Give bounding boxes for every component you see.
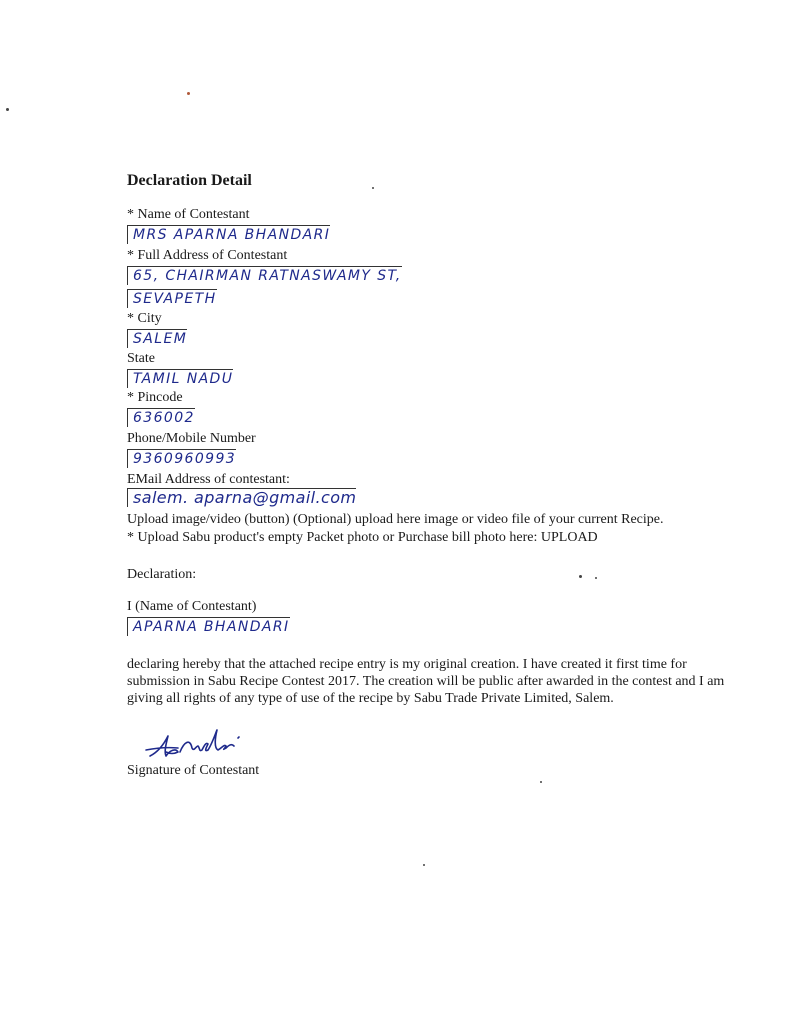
address-label: * Full Address of Contestant bbox=[127, 248, 288, 263]
scan-speck bbox=[579, 575, 582, 578]
scan-speck bbox=[6, 108, 9, 111]
scan-speck bbox=[187, 92, 190, 95]
pincode-label: * Pincode bbox=[127, 390, 183, 405]
phone-label: Phone/Mobile Number bbox=[127, 431, 256, 446]
signature-label: Signature of Contestant bbox=[127, 763, 260, 778]
scan-speck bbox=[595, 577, 597, 579]
name-field[interactable]: MRS APARNA BHANDARI bbox=[127, 225, 330, 244]
address-line1-field[interactable]: 65, CHAIRMAN RATNASWAMY ST, bbox=[127, 266, 402, 285]
state-label: State bbox=[127, 351, 155, 366]
name-label: * Name of Contestant bbox=[127, 207, 250, 222]
state-field[interactable]: TAMIL NADU bbox=[127, 369, 233, 388]
upload-media-note: Upload image/video (button) (Optional) upload here image or video file of your current Recipe. bbox=[127, 512, 664, 527]
contestant-name-field[interactable]: APARNA BHANDARI bbox=[127, 617, 290, 636]
page-title: Declaration Detail bbox=[127, 172, 252, 189]
scan-speck bbox=[540, 781, 542, 783]
phone-field[interactable]: 9360960993 bbox=[127, 449, 236, 468]
city-label: * City bbox=[127, 311, 162, 326]
scan-speck bbox=[423, 864, 425, 866]
city-field[interactable]: SALEM bbox=[127, 329, 187, 348]
scan-speck bbox=[372, 187, 374, 189]
contestant-label: I (Name of Contestant) bbox=[127, 599, 257, 614]
declaration-heading: Declaration: bbox=[127, 567, 197, 582]
email-label: EMail Address of contestant: bbox=[127, 472, 290, 487]
address-line2-field[interactable]: SEVAPETH bbox=[127, 289, 217, 308]
declaration-statement: declaring hereby that the attached recipe entry is my original creation. I have created it first time for submission in Sabu Recipe Contest 2017. The creation will be public after awarded in the contest and I am giving all rights of any type of use of the recipe by Sabu Trade Private Limited, Salem. bbox=[127, 657, 725, 706]
pincode-field[interactable]: 636002 bbox=[127, 408, 195, 427]
email-field[interactable]: salem. aparna@gmail.com bbox=[127, 488, 356, 507]
upload-packet-note: * Upload Sabu product's empty Packet photo or Purchase bill photo here: UPLOAD bbox=[127, 530, 598, 545]
signature-mark bbox=[144, 726, 244, 764]
